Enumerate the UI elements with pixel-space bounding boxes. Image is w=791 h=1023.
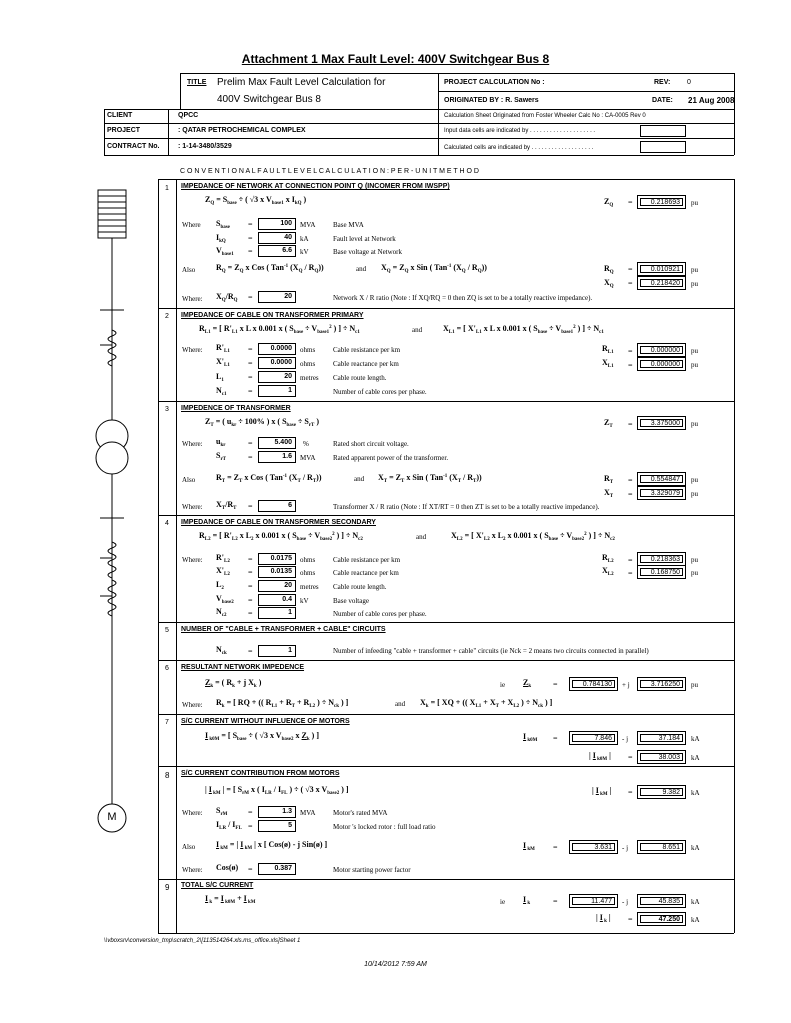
s6-ie: ie (500, 681, 506, 689)
s9-formula: I $_k$ = I $_{k0M}$ + I $_{kM}$ (205, 894, 256, 905)
s9-mag-unit: kA (691, 916, 700, 924)
s4-l2-input[interactable]: 20 (258, 580, 296, 592)
s4-x2-input[interactable]: 0.0135 (258, 566, 296, 578)
s4-title: IMPEDANCE OF CABLE ON TRANSFORMER SECONDARY (181, 519, 376, 526)
s1-xr-input[interactable]: 20 (258, 291, 296, 303)
project-calc-label: PROJECT CALCULATION No : (444, 79, 545, 86)
s3-and: and (354, 475, 365, 483)
s4-nc2-desc: Number of cable cores per phase. (333, 610, 427, 618)
s2-xl1-eq: = (628, 361, 633, 370)
s6-rk-value: 0.784130 (569, 677, 618, 691)
s4-xl2-value: 0.168750 (637, 565, 686, 579)
s4-eq3: = (248, 582, 253, 591)
s4-r2-desc: Cable resistance per km (333, 556, 401, 564)
s6-number: 6 (165, 665, 169, 672)
s7-formula: I $_{k0M}$ = [ $S_{base}$ ÷ ( √3 x $V_{base2}$ x $Z_k$ ) ] (205, 731, 319, 742)
s1-rq-unit: pu (691, 266, 698, 274)
s2-eq1: = (248, 345, 253, 354)
s1-zq-eq: = (628, 198, 633, 207)
s7-mag-unit: kA (691, 754, 700, 762)
s1-xr-symbol: $X_Q/R_Q$ (216, 292, 238, 303)
project-label: PROJECT (107, 127, 141, 134)
s4-vbase2-input[interactable]: 0.4 (258, 594, 296, 606)
s8-where2: Where: (182, 866, 203, 874)
s1-and: and (356, 265, 367, 273)
s3-ukr-desc: Rated short circuit voltage. (333, 440, 409, 448)
s3-xt-eq: = (628, 490, 633, 499)
s2-nc1-input[interactable]: 1 (258, 385, 296, 397)
s1-xq-eq: = (628, 279, 633, 288)
s1-vbase1-input[interactable]: 6.6 (258, 245, 296, 257)
s6-title: RESULTANT NETWORK IMPEDENCE (181, 664, 305, 671)
s7-im-value: 37.184 (637, 731, 686, 745)
calc-cell-legend (640, 141, 686, 153)
s4-r2-unit: ohms (300, 556, 316, 564)
s9-eq: = (553, 897, 558, 906)
s8-also: Also (182, 843, 196, 851)
s2-title: IMPEDANCE OF CABLE ON TRANSFORMER PRIMARY (181, 312, 364, 319)
page-title: Attachment 1 Max Fault Level: 400V Switchgear Bus 8 (241, 52, 550, 66)
s3-srt-desc: Rated apparent power of the transformer. (333, 454, 449, 462)
s4-eq5: = (248, 609, 253, 618)
s9-im-value: 45.835 (637, 894, 686, 908)
s2-rl1-eq: = (628, 347, 633, 356)
s2-rl1-label: $R_{L1}$ (602, 344, 614, 355)
s8-im-value: 8.651 (637, 840, 686, 854)
s9-re-value: 11.477 (569, 894, 618, 908)
s6-xk-value: 3.716250 (637, 677, 686, 691)
s3-xt-unit: pu (691, 490, 698, 498)
s2-nc1-symbol: $N_{c1}$ (216, 386, 227, 397)
s4-vbase2-unit: kV (300, 597, 309, 605)
s2-eq2: = (248, 359, 253, 368)
s2-l1-symbol: $L_1$ (216, 372, 224, 383)
s4-nc2-symbol: $N_{c2}$ (216, 607, 227, 618)
title-line2: 400V Switchgear Bus 8 (217, 94, 321, 105)
s4-formula-r: $R_{L2}$ = [ $R'_{L2}$ x $L_2$ x 0.001 x ( $S_{base} \div V_{base2}^2$ ) ] ÷ $N_{c2}$ (199, 531, 363, 542)
s2-where: Where: (182, 346, 203, 354)
s9-number: 9 (165, 883, 170, 892)
s7-minus-j: - j (622, 735, 629, 743)
input-cell-legend (640, 125, 686, 137)
s2-rl1-value: 0.000000 (637, 343, 686, 357)
s8-formula: | I $_{kM}$ | = [ $S_{rM}$ x ( $I_{LR} / I_{FL}$ ) ÷ ( √3 x $V_{base2}$ ) ] (205, 785, 349, 796)
s1-rq-value: 0.010921 (637, 262, 686, 276)
s5-nck-input[interactable]: 1 (258, 645, 296, 657)
s2-x1-unit: ohms (300, 360, 316, 368)
s3-ukr-unit: % (303, 440, 309, 448)
s3-srt-symbol: $S_{rT}$ (216, 451, 227, 462)
s7-unit: kA (691, 735, 700, 743)
s8-mag-label: | I $_{kM}$ | (592, 786, 612, 797)
client-value: QPCC (178, 112, 199, 119)
s2-eq4: = (248, 387, 253, 396)
s6-rk-formula: $R_k$ = [ RQ + (( $R_{L1} + R_T + R_{L2}$ ) ÷ $N_{ck}$ ) ] (216, 698, 349, 709)
s1-sbase-desc: Base MVA (333, 221, 364, 229)
input-note: Input data cells are indicated by . . . . . . . . . . . . . . . . . . . . (444, 128, 596, 134)
s1-xr-note: Network X / R ratio (Note : If XQ/RQ = 0 then ZQ is set to be a totally reactive impedance). (333, 294, 593, 302)
s4-and: and (416, 533, 427, 541)
s8-srm-symbol: $S_{rM}$ (216, 806, 228, 817)
s7-ik0m-label: I $_{k0M}$ (523, 732, 538, 743)
title-line1: Prelim Max Fault Level Calculation for (217, 77, 386, 88)
s3-ukr-symbol: $u_{kr}$ (216, 437, 226, 448)
s8-complex-formula: I $_{kM}$ = | I $_{kM}$ | x [ Cos(ø) - j Sin(ø) ] (216, 840, 328, 851)
s4-l2-symbol: $L_2$ (216, 580, 224, 591)
s7-mag-value: 38.003 (637, 750, 686, 764)
s8-minus-j: - j (622, 844, 629, 852)
s4-x2-symbol: $X'_{L2}$ (216, 566, 230, 577)
s3-also: Also (182, 476, 196, 484)
s8-where: Where: (182, 809, 203, 817)
s3-zt-unit: pu (691, 420, 698, 428)
s8-mag-unit: kA (691, 789, 700, 797)
s2-r1-desc: Cable resistance per km (333, 346, 401, 354)
footer-date: 10/14/2012 7:59 AM (364, 961, 427, 968)
s4-xl2-unit: pu (691, 569, 698, 577)
s4-r2-symbol: $R'_{L2}$ (216, 553, 230, 564)
s8-eq3: = (553, 843, 558, 852)
s9-title: TOTAL S/C CURRENT (181, 882, 254, 889)
s1-eq2: = (248, 234, 253, 243)
s8-ikm-label: I $_{kM}$ (523, 841, 535, 852)
s1-sbase-symbol: $S_{base}$ (216, 219, 230, 230)
s3-where: Where: (182, 440, 203, 448)
s4-xl2-label: $X_{L2}$ (602, 566, 614, 577)
s3-rt-unit: pu (691, 476, 698, 484)
s3-xr-symbol: $X_T/R_T$ (216, 500, 237, 511)
s4-vbase2-symbol: $V_{base2}$ (216, 594, 234, 605)
calc-note: Calculated cells are indicated by . . . . . . . . . . . . . . . . . . . (444, 145, 594, 151)
s1-rq-formula: $R_Q = Z_Q$ x Cos ( Tan$^{-1}$ $(X_Q / R_Q)$) (216, 263, 324, 274)
s2-nc1-desc: Number of cable cores per phase. (333, 388, 427, 396)
s1-ikq-desc: Fault level at Network (333, 235, 396, 243)
s3-zt-eq: = (628, 420, 633, 429)
s1-eq1: = (248, 220, 253, 229)
s9-minus-j: - j (622, 898, 629, 906)
motor-label: M (107, 811, 117, 823)
s3-rt-eq: = (628, 476, 633, 485)
s9-ik-label: I $_k$ (523, 895, 531, 906)
s3-xt-formula: $X_T = Z_T$ x Sin ( Tan$^{-1}$ $(X_T / R_T)$) (378, 473, 482, 484)
s7-re-value: 7.846 (569, 731, 618, 745)
busbar-icon (98, 190, 126, 238)
s3-eq1: = (248, 439, 253, 448)
s2-xl1-value: 0.000000 (637, 357, 686, 371)
s3-eq2: = (248, 453, 253, 462)
s8-srm-unit: MVA (300, 809, 316, 817)
s8-re-value: 3.631 (569, 840, 618, 854)
s2-eq3: = (248, 373, 253, 382)
s4-xl2-eq: = (628, 569, 633, 578)
s3-ukr-input[interactable]: 5.400 (258, 437, 296, 449)
s9-im-unit: kA (691, 898, 700, 906)
s7-mag-label: | I $_{k0M}$ | (589, 751, 611, 762)
s7-eq: = (553, 734, 558, 743)
s8-srm-desc: Motor's rated MVA (333, 809, 388, 817)
s5-nck-symbol: $N_{ck}$ (216, 645, 227, 656)
s1-title: IMPEDANCE OF NETWORK AT CONNECTION POINT Q (INCOMER FROM IWSPP) (181, 183, 450, 190)
orig-note: Calculation Sheet Originated from Foster Wheeler Calc No : CA-0005 Rev 0 (444, 113, 646, 119)
s4-x2-desc: Cable reactance per km (333, 569, 399, 577)
s2-r1-symbol: $R'_{L1}$ (216, 343, 230, 354)
s8-cos-symbol: Cos(ø) (216, 863, 239, 872)
s8-title: S/C CURRENT CONTRIBUTION FROM MOTORS (181, 770, 340, 777)
s4-eq1: = (248, 555, 253, 564)
s4-formula-x: $X_{L2}$ = [ $X'_{L2}$ x $L_2$ x 0.001 x ( $S_{base} \div V_{base2}^2$ ) ] ÷ $N_{c2}$ (451, 531, 615, 542)
s3-rt-label: $R_T$ (604, 474, 614, 485)
s8-ilr-symbol: $I_{LR} / I_{FL}$ (216, 820, 242, 831)
originated-by: ORIGINATED BY : R. Sawers (444, 97, 539, 104)
s8-eq4: = (248, 865, 253, 874)
secondary-cable-icon (100, 542, 116, 616)
s3-formula: $Z_T$ = ( $u_{kr} \div 100\%$ ) x ( $S_{base} \div S_{rT}$ ) (205, 417, 320, 428)
s6-and: and (395, 700, 406, 708)
title-label: TITLE (187, 79, 207, 86)
s4-rl2-label: $R_{L2}$ (602, 553, 614, 564)
s6-xk-formula: $X_k$ = [ XQ + (( $X_{L1} + X_T + X_{L2}$ ) ÷ $N_{ck}$ ) ] (420, 698, 553, 709)
s4-eq4: = (248, 596, 253, 605)
s4-nc2-input[interactable]: 1 (258, 607, 296, 619)
s6-plus-j: + j (622, 681, 630, 689)
s1-rq-eq: = (628, 265, 633, 274)
s2-x1-symbol: $X'_{L1}$ (216, 357, 230, 368)
transformer-icon (96, 420, 128, 474)
s4-l2-desc: Cable route length. (333, 583, 387, 591)
s2-xl1-label: $X_{L1}$ (602, 358, 614, 369)
s2-x1-desc: Cable reactance per km (333, 360, 399, 368)
s4-vbase2-desc: Base voltage (333, 597, 369, 605)
s1-xq-label: $X_Q$ (604, 278, 614, 289)
s8-ilr-input[interactable]: 5 (258, 820, 296, 832)
s1-number: 1 (165, 185, 169, 192)
s3-xt-label: $X_T$ (604, 488, 614, 499)
s2-formula-r: $R_{L1}$ = [ $R'_{L1}$ x L x 0.001 x ( $S_{base} \div V_{base1}^2$ ) ] ÷ $N_{c1}$ (199, 324, 360, 335)
s8-mag-eq: = (628, 788, 633, 797)
s1-ikq-symbol: $I_{kQ}$ (216, 233, 226, 244)
s1-eq3: = (248, 247, 253, 256)
s3-zt-value: 3.375000 (637, 416, 686, 430)
s8-mag-value: 9.382 (637, 785, 686, 799)
s6-unit: pu (691, 681, 698, 689)
s4-eq2: = (248, 568, 253, 577)
s3-srt-unit: MVA (300, 454, 316, 462)
s2-number: 2 (165, 313, 169, 320)
s1-zq-label: $Z_Q$ (604, 197, 614, 208)
contract-value: : 1-14-3480/3529 (178, 143, 232, 150)
s2-formula-x: $X_{L1}$ = [ $X'_{L1}$ x L x 0.001 x ( $S_{base} \div V_{base1}^2$ ) ] ÷ $N_{c1}$ (443, 324, 604, 335)
s1-where2: Where: (182, 295, 203, 303)
s9-mag-eq: = (628, 915, 633, 924)
date-value: 21 Aug 2008 (688, 96, 735, 105)
s2-l1-desc: Cable route length. (333, 374, 387, 382)
rev-value: 0 (687, 79, 691, 86)
s1-sbase-input[interactable]: 100 (258, 218, 296, 230)
date-label: DATE: (652, 97, 673, 104)
s1-vbase1-desc: Base voltage at Network (333, 248, 403, 256)
s8-cos-desc: Motor starting power factor (333, 866, 411, 874)
s3-xr-note: Transformer X / R ratio (Note : If XT/RT = 0 then ZT is set to be a totally reactive impedance). (333, 503, 600, 511)
s3-zt-label: $Z_T$ (604, 418, 613, 429)
s2-l1-unit: metres (300, 374, 319, 382)
primary-cable-icon (100, 330, 116, 366)
project-value: : QATAR PETROCHEMICAL COMPLEX (178, 127, 306, 134)
s2-l1-input[interactable]: 20 (258, 371, 296, 383)
s1-eq4: = (248, 293, 253, 302)
s3-rt-formula: $R_T = Z_T$ x Cos ( Tan$^{-1}$ $(X_T / R_T)$) (216, 473, 322, 484)
client-label: CLIENT (107, 112, 133, 119)
s4-where: Where: (182, 556, 203, 564)
s5-eq: = (248, 647, 253, 656)
s9-mag-label: | I $_k$ | (596, 913, 611, 924)
s4-r2-input[interactable]: 0.0175 (258, 553, 296, 565)
s4-rl2-eq: = (628, 556, 633, 565)
s5-number: 5 (165, 627, 169, 634)
s1-where: Where (182, 221, 201, 229)
s6-zk-label: $Z_k$ (523, 678, 532, 689)
s4-rl2-unit: pu (691, 556, 698, 564)
s8-eq2: = (248, 822, 253, 831)
s3-where2: Where: (182, 503, 203, 511)
footer-file-path: \\vboxsrv\conversion_tmp\scratch_2\[113514264.xls.ms_office.xls]Sheet 1 (104, 938, 301, 944)
s1-sbase-unit: MVA (300, 221, 316, 229)
s8-srm-input[interactable]: 1.3 (258, 806, 296, 818)
s1-xq-value: 0.218420 (637, 276, 686, 290)
s8-number: 8 (165, 771, 170, 780)
s7-title: S/C CURRENT WITHOUT INFLUENCE OF MOTORS (181, 718, 350, 725)
s4-l2-unit: metres (300, 583, 319, 591)
s8-im-unit: kA (691, 844, 700, 852)
s2-r1-input[interactable]: 0.0000 (258, 343, 296, 355)
s3-number: 3 (165, 406, 169, 413)
s2-x1-input[interactable]: 0.0000 (258, 357, 296, 369)
s4-x2-unit: ohms (300, 569, 316, 577)
method-heading: C O N V E N T I O N A L F A U L T L E V E L C A L C U L A T I O N : P E R - U N I T M E T H O D (180, 168, 479, 175)
s2-r1-unit: ohms (300, 346, 316, 354)
s8-cos-input[interactable]: 0.387 (258, 863, 296, 875)
s5-desc: Number of infeeding "cable + transformer + cable" circuits (ie Nck = 2 means two circuits connected in parallel) (333, 647, 649, 655)
contract-label: CONTRACT No. (107, 143, 160, 150)
s8-ilr-desc: Motor 's locked rotor : full load ratio (333, 823, 436, 831)
s1-zq-value: 0.218693 (637, 195, 686, 209)
s4-number: 4 (165, 520, 169, 527)
s5-title: NUMBER OF "CABLE + TRANSFORMER + CABLE" CIRCUITS (181, 626, 386, 633)
s1-vbase1-symbol: $V_{base1}$ (216, 246, 234, 257)
s2-and: and (412, 326, 423, 334)
s1-xq-formula: $X_Q = Z_Q$ x Sin ( Tan$^{-1}$ $(X_Q / R_Q)$) (381, 263, 487, 274)
s3-xt-value: 3.329079 (637, 486, 686, 500)
s1-vbase1-unit: kV (300, 248, 309, 256)
s3-eq3: = (248, 502, 253, 511)
s3-srt-input[interactable]: 1.6 (258, 451, 296, 463)
s9-ie: ie (500, 898, 506, 906)
rev-label: REV: (654, 79, 671, 86)
s2-xl1-unit: pu (691, 361, 698, 369)
s1-also: Also (182, 266, 196, 274)
s6-formula: $Z_k$ = ( $R_k + j$ $X_k$ ) (205, 678, 262, 689)
s1-zq-unit: pu (691, 199, 698, 207)
s9-mag-value: 47.250 (637, 912, 686, 926)
s8-eq1: = (248, 808, 253, 817)
s1-ikq-unit: kA (300, 235, 309, 243)
s3-rt-value: 0.554847 (637, 472, 686, 486)
s4-rl2-value: 0.218363 (637, 552, 686, 566)
s1-formula: $Z_Q = S_{base}$ ÷ ( √3 x $V_{base1}$ x $I_{kQ}$ ) (205, 195, 307, 206)
s7-number: 7 (165, 719, 169, 726)
s3-xr-input[interactable]: 6 (258, 500, 296, 512)
single-line-diagram (88, 180, 160, 940)
s6-where: Where: (182, 701, 203, 709)
s1-xq-unit: pu (691, 280, 698, 288)
s7-mag-eq: = (628, 753, 633, 762)
s1-ikq-input[interactable]: 40 (258, 232, 296, 244)
s6-eq: = (553, 680, 558, 689)
s1-rq-label: $R_Q$ (604, 264, 614, 275)
s2-rl1-unit: pu (691, 347, 698, 355)
s3-title: IMPEDENCE OF TRANSFORMER (181, 405, 291, 412)
